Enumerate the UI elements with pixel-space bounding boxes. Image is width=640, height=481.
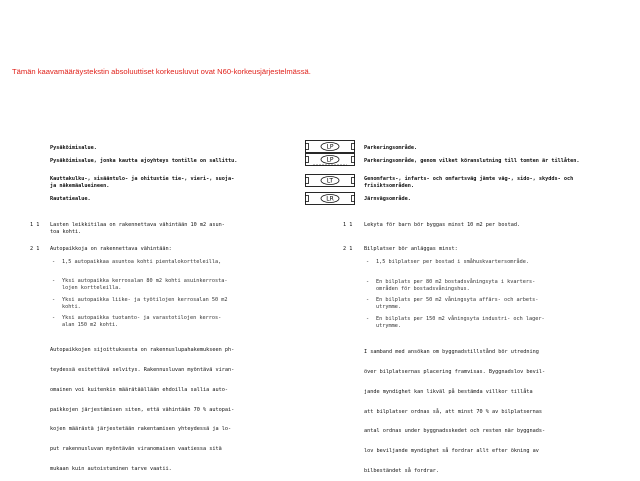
requirement-left-1: 1,5 autopaikkaa asuntoa kohti pientalokortteleilla, — [62, 259, 222, 265]
transit-road-symbol — [305, 174, 355, 187]
symbol-label: LT — [326, 177, 334, 185]
requirement-left-4b: alan 150 m2 kohti. — [62, 322, 119, 328]
requirement-right-2a: En bilplats per 80 m2 bostadsvåningsyta i kvarters- — [376, 279, 536, 285]
paragraph-left-line: mukaan kuin autoistuminen tarve vaatii. — [50, 465, 172, 472]
requirement-left-3b: kohti. — [62, 304, 81, 310]
paragraph-right-line: I samband med ansökan om byggnadstillstånd bör utredning — [364, 349, 539, 356]
legend-right-parking: Parkeringsområde. — [364, 145, 418, 151]
paragraph-left-line: Autopaikkojen sijoittuksesta on rakennuslupahakemukseen ph- — [50, 347, 235, 354]
legend-right-transit-road-2: frisiktsområden. — [364, 183, 414, 189]
legend-right-parking-access: Parkeringsområde, genom vilket köranslutning till tomten är tillåten. — [364, 158, 580, 164]
section-1-number-right: 1 1 — [343, 222, 353, 228]
symbol-label: LP — [326, 143, 334, 151]
paragraph-right-line: antal ordnas under byggnadsskedet och resten när byggnads- — [364, 428, 546, 435]
bullet-dash: - — [52, 315, 56, 321]
bullet-dash: - — [52, 278, 56, 284]
paragraph-right-line: att bilplatser ordnas så, att minst 70 % av bilplatsernas — [364, 408, 543, 415]
requirement-left-2b: lojen kortteleilla. — [62, 285, 122, 291]
section-1-text-left-2: toa kohti. — [50, 229, 82, 235]
paragraph-left-line: paikkojen järjestämisen siten, että vähintään 70 % autopai- — [50, 406, 235, 413]
paragraph-right-line: jande myndighet kan likväl på bestämda villkor tillåta — [364, 388, 533, 395]
requirement-right-4b: utrymme. — [376, 323, 401, 329]
paragraph-left-line: omainen voi kuitenkin määrätäällään ehdoilla sallia auto- — [50, 386, 229, 393]
parking-area-symbol — [305, 140, 355, 153]
legend-right-transit-road-1: Genomfarts-, infarts- och omfartsväg jämte väg-, sido-, skydds- och — [364, 176, 574, 182]
bullet-dash: - — [366, 316, 370, 322]
paragraph-right-line: lov beviljande myndighet så fordrar allt efter ökning av — [364, 448, 539, 455]
requirement-left-2a: Yksi autopaikka kerrosalan 80 m2 kohti asuinkerrosta- — [62, 278, 228, 284]
bullet-dash: - — [366, 297, 370, 303]
elevation-system-notice: Tämän kaavamääräystekstin absoluuttiset korkeusluvut ovat N60-korkeusjärjestelmässä. — [12, 67, 311, 76]
section-1-text-left-1: Lasten leikkitilaa on rakennettava vähintään 10 m2 asun- — [50, 222, 225, 228]
section-2-number-right: 2 1 — [343, 246, 353, 252]
paragraph-left-line: teydessä esitettävä selvitys. Rakennusluvan myöntävä viran- — [50, 366, 235, 373]
railway-area-symbol — [305, 192, 355, 205]
section-2-heading-left: Autopaikkoja on rakennettava vähintään: — [50, 246, 172, 252]
paragraph-left-line: kojen määrästä järjestetään rakentamisen yhteydessä ja lo- — [50, 426, 232, 433]
paragraph-right-line: bilbeständet så fordrar. — [364, 467, 439, 474]
legend-right-railway: Järnvägsområde. — [364, 196, 411, 202]
paragraph-left-line: put rakennusluvan myöntävän viranomaisen vaatiessa sitä — [50, 446, 222, 453]
legend-left-parking-access: Pysäköimisalue, jonka kautta ajoyhteys tontille on sallittu. — [50, 158, 238, 164]
section-2-heading-right: Bilplatser bör anläggas minst: — [364, 246, 458, 252]
bullet-dash: - — [366, 279, 370, 285]
requirement-left-3a: Yksi autopaikka liike- ja työtilojen kerrosalan 50 m2 — [62, 297, 228, 303]
requirement-right-3b: utrymme. — [376, 304, 401, 310]
requirement-right-2b: områden för bostadsvåningshus. — [376, 286, 470, 292]
section-1-number-left: 1 1 — [30, 222, 40, 228]
legend-left-railway: Rautatiealue. — [50, 196, 91, 202]
legend-left-parking: Pysäköimisalue. — [50, 145, 97, 151]
symbol-label: LP — [326, 156, 334, 164]
section-2-number-left: 2 1 — [30, 246, 40, 252]
bullet-dash: - — [366, 259, 370, 265]
symbol-label: LR — [326, 195, 334, 203]
paragraph-left — [50, 334, 234, 479]
bullet-dash: - — [52, 297, 56, 303]
requirement-left-4a: Yksi autopaikka tuotanto- ja varastotilojen kerros- — [62, 315, 222, 321]
paragraph-right — [364, 336, 545, 481]
section-1-text-right: Lekyta för barn bör byggas minst 10 m2 per bostad. — [364, 222, 521, 228]
paragraph-right-line: över bilplatsernas placering framvisas. Byggnadslov bevil- — [364, 368, 546, 375]
requirement-right-4a: En bilplats per 150 m2 våningsyta industri- och lager- — [376, 316, 545, 322]
requirement-right-3a: En bilplats per 50 m2 våningsyta affärs- och arbets- — [376, 297, 539, 303]
legend-left-transit-road-1: Kauttakulku-, sisääntulo- ja ohitustie tie-, vieri-, suoja- — [50, 176, 235, 182]
bullet-dash: - — [52, 259, 56, 265]
requirement-right-1: 1,5 bilplatser per bostad i småhuskvartersområde. — [376, 259, 530, 265]
parking-access-symbol — [305, 153, 355, 166]
legend-left-transit-road-2: ja näkemäalueineen. — [50, 183, 110, 189]
